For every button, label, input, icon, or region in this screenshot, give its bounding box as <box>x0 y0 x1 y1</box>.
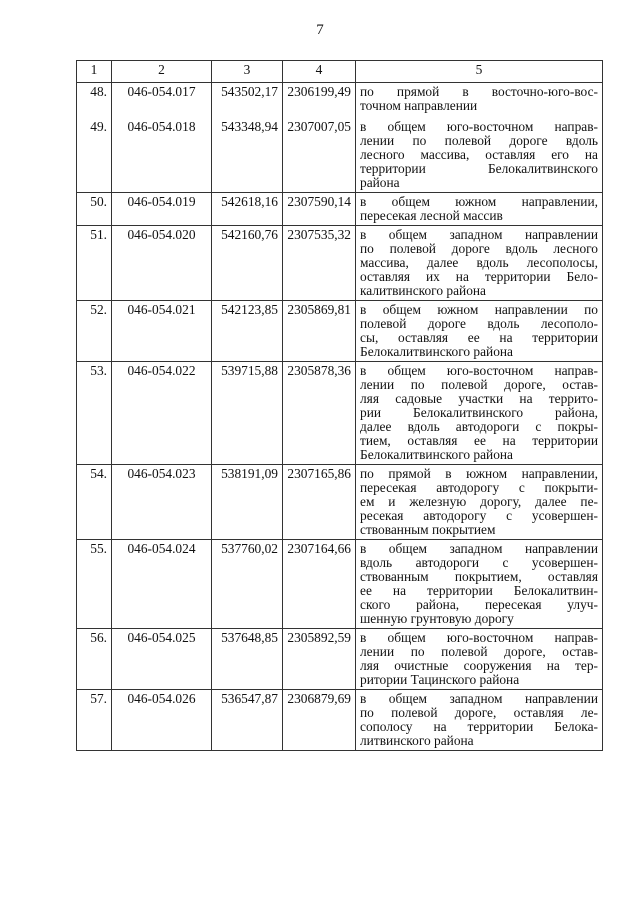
description-line: ствованным покрытием <box>360 522 496 537</box>
coordinate-y: 2307535,32 <box>283 226 356 301</box>
point-code: 046-054.023 <box>112 465 212 540</box>
table-row <box>77 301 603 362</box>
coordinate-x: 536547,87 <box>212 690 283 751</box>
description-line: по прямой в южном направлении, <box>360 466 598 481</box>
row-number: 52. <box>77 301 112 362</box>
description-line: ем и железную дорогу, далее пе- <box>360 494 598 509</box>
coordinate-y: 2307165,86 <box>283 465 356 540</box>
row-number: 55. <box>77 540 112 629</box>
row-number: 53. <box>77 362 112 465</box>
row-number: 49. <box>77 114 112 193</box>
description-line: литвинского района <box>360 733 474 748</box>
point-code: 046-054.024 <box>112 540 212 629</box>
description-line: лении по полевой дороге, остав- <box>360 377 598 392</box>
boundary-description <box>356 465 603 540</box>
description-line: района <box>360 175 400 190</box>
description-line: по полевой дороге вдоль лесного <box>360 241 598 256</box>
table-row <box>77 226 603 301</box>
description-line: рии Белокалитвинского района, <box>360 405 598 420</box>
description-line: вдоль автодороги с усовершен- <box>360 555 598 570</box>
description-line: лении по полевой дороге вдоль <box>360 133 598 148</box>
description-line: пересекая лесной массив <box>360 208 503 223</box>
point-code: 046-054.020 <box>112 226 212 301</box>
point-code: 046-054.022 <box>112 362 212 465</box>
description-line: лении по полевой дороге, остав- <box>360 644 598 659</box>
boundary-description <box>356 690 603 751</box>
table-row <box>77 193 603 226</box>
description-line: сы, оставляя ее на территории <box>360 330 598 345</box>
table-row <box>77 540 603 629</box>
table-body <box>77 83 603 751</box>
row-number: 56. <box>77 629 112 690</box>
row-number: 57. <box>77 690 112 751</box>
coordinate-y: 2306199,49 <box>283 83 356 115</box>
description-line: в общем южном направлении, <box>360 194 598 209</box>
description-line: Белокалитвинского района <box>360 447 514 462</box>
description-line: по прямой в восточно-юго-вос- <box>360 84 598 99</box>
coordinate-x: 542618,16 <box>212 193 283 226</box>
description-line: полевой дороге вдоль лесополо- <box>360 316 598 331</box>
table-row <box>77 83 603 115</box>
description-line: в общем юго-восточном направ- <box>360 630 598 645</box>
description-line: в общем западном направлении <box>360 227 598 242</box>
column-header-4: 4 <box>283 61 356 83</box>
description-line: лесного массива, оставляя его на <box>360 147 598 162</box>
column-header-3: 3 <box>212 61 283 83</box>
description-line: ресекая автодорогу с усовершен- <box>360 508 598 523</box>
description-line: массива, далее вдоль лесополосы, <box>360 255 598 270</box>
boundary-description <box>356 83 603 115</box>
description-line: далее вдоль автодороги с покры- <box>360 419 598 434</box>
coordinate-y: 2307007,05 <box>283 114 356 193</box>
point-code: 046-054.021 <box>112 301 212 362</box>
description-line: сополосу на территории Белока- <box>360 719 598 734</box>
description-line: ритории Тацинского района <box>360 672 520 687</box>
row-number: 54. <box>77 465 112 540</box>
row-number: 50. <box>77 193 112 226</box>
description-line: по полевой дороге, оставляя ле- <box>360 705 598 720</box>
boundary-description <box>356 226 603 301</box>
description-line: ского района, пересекая улуч- <box>360 597 598 612</box>
description-line: тием, оставляя ее на территории <box>360 433 598 448</box>
coordinate-x: 543348,94 <box>212 114 283 193</box>
boundary-description <box>356 362 603 465</box>
page-number: 7 <box>316 22 324 38</box>
description-line: ляя очистные сооружения на тер- <box>360 658 598 673</box>
description-line: в общем юго-восточном направ- <box>360 363 598 378</box>
description-line: ляя садовые участки на террито- <box>360 391 598 406</box>
description-line: пересекая автодорогу с покрыти- <box>360 480 598 495</box>
description-line: оставляя их на территории Бело- <box>360 269 598 284</box>
boundary-description <box>356 540 603 629</box>
point-code: 046-054.018 <box>112 114 212 193</box>
coordinate-x: 539715,88 <box>212 362 283 465</box>
boundary-points-table <box>76 60 603 751</box>
row-number: 51. <box>77 226 112 301</box>
coordinate-y: 2305869,81 <box>283 301 356 362</box>
table-row <box>77 690 603 751</box>
coordinate-x: 543502,17 <box>212 83 283 115</box>
description-line: ствованным покрытием, оставляя <box>360 569 598 584</box>
table-row <box>77 629 603 690</box>
boundary-description <box>356 629 603 690</box>
column-header-1: 1 <box>77 61 112 83</box>
description-line: точном направлении <box>360 98 478 113</box>
coordinate-y: 2307590,14 <box>283 193 356 226</box>
coordinate-x: 537760,02 <box>212 540 283 629</box>
description-line: в общем западном направлении <box>360 541 598 556</box>
description-line: в общем западном направлении <box>360 691 598 706</box>
point-code: 046-054.026 <box>112 690 212 751</box>
table-row <box>77 465 603 540</box>
point-code: 046-054.019 <box>112 193 212 226</box>
description-line: ее на территории Белокалитвин- <box>360 583 598 598</box>
description-line: Белокалитвинского района <box>360 344 514 359</box>
coordinate-x: 538191,09 <box>212 465 283 540</box>
description-line: калитвинского района <box>360 283 486 298</box>
point-code: 046-054.017 <box>112 83 212 115</box>
coordinate-x: 542160,76 <box>212 226 283 301</box>
description-line: в общем южном направлении по <box>360 302 598 317</box>
coordinate-y: 2307164,66 <box>283 540 356 629</box>
table-row <box>77 362 603 465</box>
point-code: 046-054.025 <box>112 629 212 690</box>
column-header-5: 5 <box>356 61 603 83</box>
boundary-description <box>356 114 603 193</box>
row-number: 48. <box>77 83 112 115</box>
coordinate-y: 2305878,36 <box>283 362 356 465</box>
description-line: шенную грунтовую дорогу <box>360 611 514 626</box>
table-row <box>77 114 603 193</box>
coordinate-x: 542123,85 <box>212 301 283 362</box>
column-header-2: 2 <box>112 61 212 83</box>
coordinate-y: 2306879,69 <box>283 690 356 751</box>
coordinate-x: 537648,85 <box>212 629 283 690</box>
boundary-description <box>356 301 603 362</box>
coordinate-y: 2305892,59 <box>283 629 356 690</box>
description-line: территории Белокалитвинского <box>360 161 598 176</box>
description-line: в общем юго-восточном направ- <box>360 119 598 134</box>
boundary-description <box>356 193 603 226</box>
table-header-row <box>77 61 603 83</box>
